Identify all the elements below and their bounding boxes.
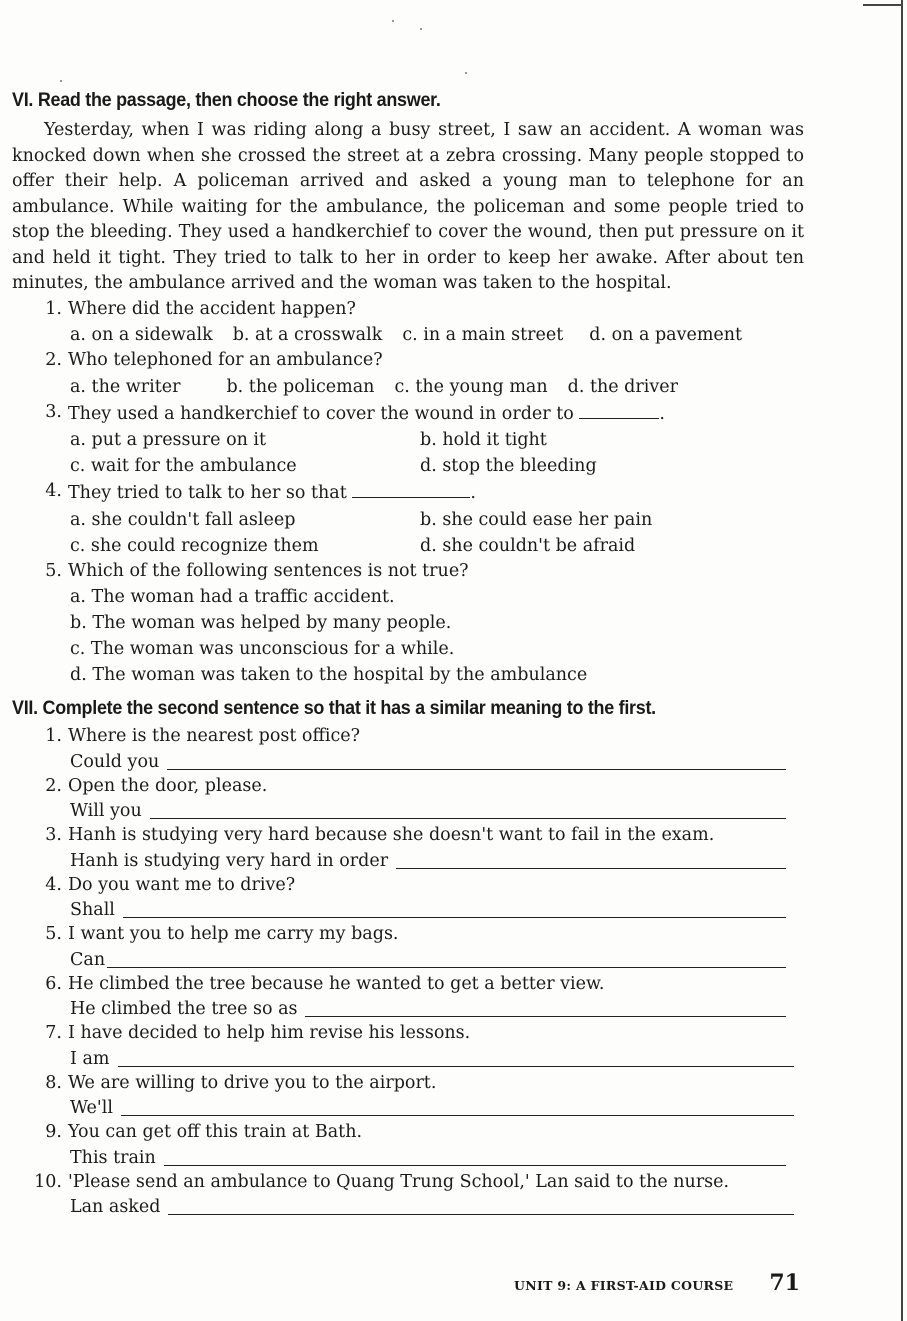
rewrite-prompt: This train bbox=[70, 1147, 156, 1168]
page-border-right bbox=[901, 0, 903, 1321]
answer-blank[interactable] bbox=[352, 479, 470, 498]
option-a[interactable]: a. she couldn't fall asleep bbox=[70, 509, 296, 530]
scan-speck bbox=[392, 20, 394, 22]
rewrite-item-9 bbox=[12, 1120, 804, 1146]
rewrite-answer-9 bbox=[12, 1146, 804, 1170]
answer-line[interactable] bbox=[150, 817, 786, 819]
question-3-options bbox=[12, 427, 804, 479]
question-number: 4. bbox=[45, 481, 62, 501]
option-b[interactable]: b. at a crosswalk bbox=[232, 325, 383, 345]
question-1 bbox=[12, 297, 804, 323]
item-number: 6. bbox=[45, 973, 62, 994]
item-number: 2. bbox=[45, 775, 62, 796]
answer-line[interactable] bbox=[164, 1164, 786, 1166]
option-c[interactable]: c. the young man bbox=[394, 376, 548, 397]
unit-title: UNIT 9: A FIRST-AID COURSE bbox=[514, 1278, 734, 1293]
original-sentence: He climbed the tree because he wanted to get a better view. bbox=[68, 973, 605, 994]
option-d[interactable]: d. she couldn't be afraid bbox=[420, 535, 636, 556]
worksheet-page bbox=[12, 86, 804, 1219]
scan-speck bbox=[60, 80, 62, 82]
question-4-options bbox=[12, 507, 804, 559]
option-c[interactable]: c. in a main street bbox=[402, 325, 564, 345]
original-sentence: Do you want me to drive? bbox=[68, 874, 296, 895]
item-number: 3. bbox=[45, 825, 62, 845]
page-footer bbox=[500, 1270, 800, 1296]
question-4: 4. They tried to talk to her so that . bbox=[12, 479, 804, 507]
option-a[interactable]: a. put a pressure on it bbox=[70, 430, 267, 450]
answer-line[interactable] bbox=[167, 768, 786, 770]
item-number: 1. bbox=[45, 726, 62, 746]
option-a[interactable]: a. the writer bbox=[70, 376, 181, 397]
option-a[interactable]: a. The woman had a traffic accident. bbox=[70, 587, 395, 607]
option-c[interactable]: c. The woman was unconscious for a while. bbox=[70, 639, 455, 659]
rewrite-answer-2 bbox=[12, 799, 804, 823]
answer-blank[interactable] bbox=[579, 400, 659, 419]
original-sentence: I want you to help me carry my bags. bbox=[68, 924, 399, 944]
answer-line[interactable] bbox=[305, 1015, 786, 1017]
rewrite-item-8 bbox=[12, 1071, 804, 1097]
rewrite-prompt: Hanh is studying very hard in order bbox=[70, 850, 389, 871]
option-d[interactable]: d. the driver bbox=[567, 376, 678, 397]
rewrite-prompt: Can bbox=[70, 949, 106, 970]
question-1-options bbox=[12, 322, 804, 348]
answer-line[interactable] bbox=[123, 916, 786, 918]
rewrite-answer-7 bbox=[12, 1047, 804, 1071]
rewrite-item-5 bbox=[12, 922, 804, 948]
rewrite-prompt: We'll bbox=[70, 1098, 113, 1118]
rewrite-answer-10 bbox=[12, 1195, 804, 1219]
option-b[interactable]: b. The woman was helped by many people. bbox=[70, 613, 452, 633]
rewrite-answer-3 bbox=[12, 849, 804, 873]
scan-speck bbox=[420, 28, 422, 30]
original-sentence: I have decided to help him revise his lessons. bbox=[68, 1023, 471, 1043]
section-6-heading: VI. Read the passage, then choose the right answer. bbox=[12, 89, 441, 111]
question-2-options bbox=[12, 374, 804, 400]
question-text: They tried to talk to her so that bbox=[68, 483, 347, 503]
rewrite-item-2 bbox=[12, 774, 804, 800]
question-text: Who telephoned for an ambulance? bbox=[68, 350, 383, 370]
original-sentence: Where is the nearest post office? bbox=[68, 726, 361, 746]
original-sentence: We are willing to drive you to the airport. bbox=[68, 1072, 437, 1093]
rewrite-prompt: Will you bbox=[70, 801, 142, 821]
rewrite-item-1 bbox=[12, 724, 804, 750]
item-number: 10. bbox=[34, 1171, 62, 1192]
answer-line[interactable] bbox=[118, 1065, 794, 1067]
section-6-questions bbox=[12, 297, 804, 689]
question-number: 2. bbox=[45, 350, 62, 370]
option-c[interactable]: c. wait for the ambulance bbox=[70, 456, 297, 476]
item-number: 8. bbox=[45, 1072, 62, 1093]
rewrite-item-4 bbox=[12, 873, 804, 899]
question-number: 1. bbox=[45, 298, 62, 319]
rewrite-answer-8 bbox=[12, 1096, 804, 1120]
reading-passage: Yesterday, when I was riding along a busy street, I saw an accident. A woman was knocked down when she crossed the street at a zebra crossing. Many people stopped to offer their help. A policeman arrived and asked a young man to telephone for an ambulance. While waiting for the ambulance, the policeman and some people tried to stop the bleeding. They used a handkerchief to cover the wound, then put pressure on it and held it tight. They tried to talk to her in order to keep her awake. After about ten minutes, the ambulance arrived and the woman was taken to the hospital. bbox=[12, 120, 804, 293]
page-border-top bbox=[863, 4, 903, 6]
option-b[interactable]: b. hold it tight bbox=[420, 430, 547, 450]
question-number: 3. bbox=[45, 401, 62, 422]
rewrite-item-7 bbox=[12, 1021, 804, 1047]
page-number: 71 bbox=[769, 1270, 800, 1296]
answer-line[interactable] bbox=[168, 1213, 794, 1215]
option-b[interactable]: b. she could ease her pain bbox=[420, 509, 653, 530]
option-d[interactable]: d. The woman was taken to the hospital by the ambulance bbox=[70, 665, 588, 685]
rewrite-prompt: He climbed the tree so as bbox=[70, 999, 298, 1019]
rewrite-item-6 bbox=[12, 972, 804, 998]
rewrite-prompt: Lan asked bbox=[70, 1197, 161, 1217]
original-sentence: Hanh is studying very hard because she doesn't want to fail in the exam. bbox=[68, 825, 715, 845]
rewrite-item-3 bbox=[12, 823, 804, 849]
item-number: 4. bbox=[45, 874, 62, 895]
answer-line[interactable] bbox=[396, 867, 786, 869]
section-7-heading: VII. Complete the second sentence so that it has a similar meaning to the first. bbox=[12, 697, 656, 719]
section-7-items bbox=[12, 724, 804, 1219]
original-sentence: 'Please send an ambulance to Quang Trung School,' Lan said to the nurse. bbox=[68, 1171, 730, 1192]
option-d[interactable]: d. on a pavement bbox=[589, 325, 743, 345]
option-c[interactable]: c. she could recognize them bbox=[70, 535, 319, 556]
item-number: 9. bbox=[45, 1122, 62, 1142]
original-sentence: You can get off this train at Bath. bbox=[68, 1122, 363, 1142]
rewrite-item-10 bbox=[12, 1170, 804, 1196]
answer-line[interactable] bbox=[121, 1114, 794, 1116]
rewrite-answer-6 bbox=[12, 997, 804, 1021]
question-text: Where did the accident happen? bbox=[68, 298, 356, 319]
answer-line[interactable] bbox=[107, 966, 786, 968]
rewrite-prompt: Shall bbox=[70, 900, 115, 920]
original-sentence: Open the door, please. bbox=[68, 775, 268, 796]
question-2 bbox=[12, 348, 804, 374]
rewrite-prompt: I am bbox=[70, 1048, 110, 1069]
option-d[interactable]: d. stop the bleeding bbox=[420, 456, 597, 476]
scan-speck bbox=[465, 72, 467, 74]
rewrite-answer-4 bbox=[12, 898, 804, 922]
rewrite-prompt: Could you bbox=[70, 751, 160, 772]
question-5 bbox=[12, 559, 804, 585]
question-number: 5. bbox=[45, 560, 62, 581]
option-a[interactable]: a. on a sidewalk bbox=[70, 325, 213, 345]
rewrite-answer-5 bbox=[12, 948, 804, 972]
option-b[interactable]: b. the policeman bbox=[226, 376, 375, 397]
item-number: 5. bbox=[45, 924, 62, 944]
item-number: 7. bbox=[45, 1023, 62, 1043]
question-text: Which of the following sentences is not true? bbox=[68, 560, 469, 581]
question-text: They used a handkerchief to cover the wound in order to bbox=[68, 403, 574, 424]
question-3: 3. They used a handkerchief to cover the wound in order to . bbox=[12, 400, 804, 428]
rewrite-answer-1 bbox=[12, 750, 804, 774]
